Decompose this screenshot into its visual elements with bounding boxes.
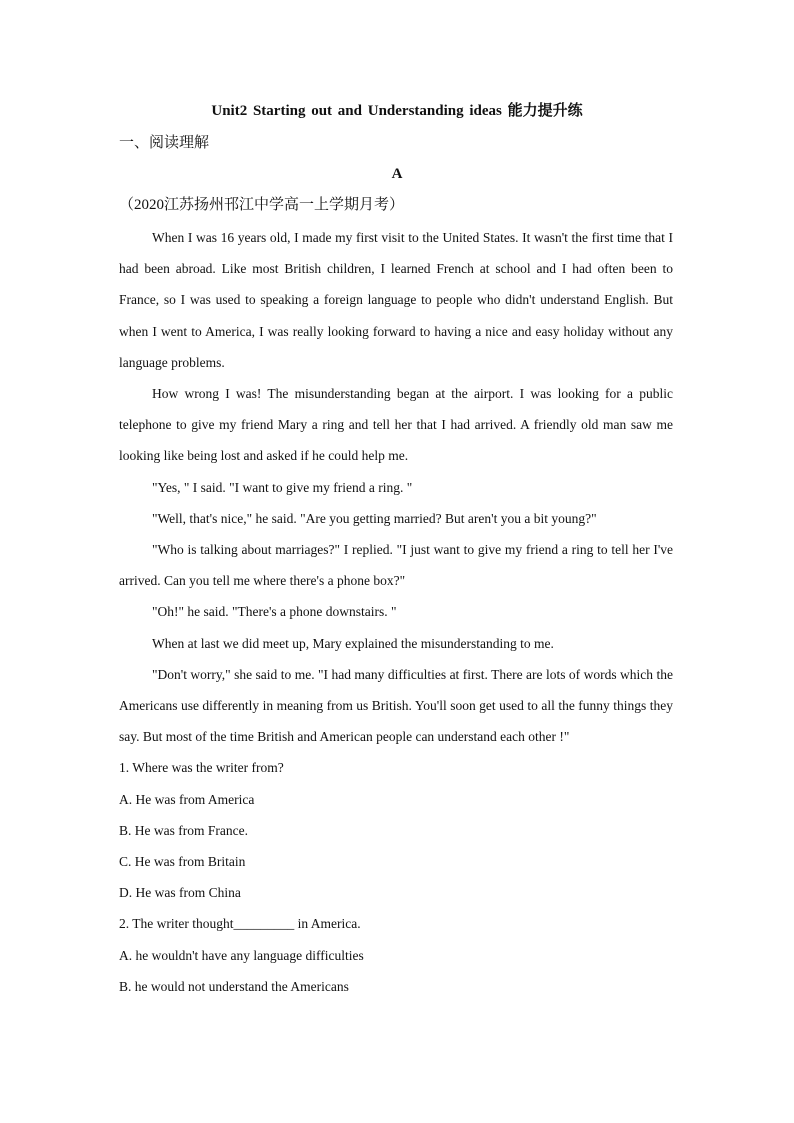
section-heading: 一、阅读理解	[119, 135, 210, 151]
document-title: Unit2 Starting out and Understanding ideas 能力提升练	[211, 103, 583, 119]
answer-option: A. He was from America	[119, 791, 255, 807]
passage-paragraph: "Don't worry," she said to me. "I had many difficulties at first. There are lots of words which the Americans use differently in meaning from us British. You'll soon get used to all the funny things they say. But most of the time British and American people can understand each other !"	[119, 666, 673, 745]
answer-option: B. he would not understand the Americans	[119, 978, 349, 994]
passage-paragraph: "Oh!" he said. "There's a phone downstairs. "	[152, 604, 397, 620]
answer-option: D. He was from China	[119, 885, 241, 901]
answer-option: B. He was from France.	[119, 822, 248, 838]
passage-paragraph: How wrong I was! The misunderstanding began at the airport. I was looking for a public telephone to give my friend Mary a ring and tell her that I had arrived. A friendly old man saw me looking like being lost and asked if he could help me.	[119, 386, 673, 464]
passage-paragraph: "Yes, " I said. "I want to give my friend a ring. "	[152, 479, 413, 495]
passage-paragraph: When I was 16 years old, I made my first visit to the United States. It wasn't the first time that I had been abroad. Like most British children, I learned French at school and I had often been to France, so I was used to speaking a foreign language to people who didn't understand English. But when I went to America, I was really looking forward to having a nice and easy holiday without any language problems.	[119, 230, 673, 370]
part-label: A	[391, 166, 403, 182]
passage-paragraph: "Who is talking about marriages?" I replied. "I just want to give my friend a ring to tell her I've arrived. Can you tell me where there's a phone box?"	[119, 542, 673, 589]
source-note: （2020江苏扬州邗江中学高一上学期月考）	[119, 197, 405, 213]
answer-option: C. He was from Britain	[119, 854, 246, 870]
reading-body	[119, 222, 673, 1002]
question-stem: 1. Where was the writer from?	[119, 760, 284, 776]
passage-paragraph: "Well, that's nice," he said. "Are you getting married? But aren't you a bit young?"	[152, 510, 597, 526]
question-stem: 2. The writer thought_________ in America.	[119, 916, 361, 932]
passage-paragraph: When at last we did meet up, Mary explained the misunderstanding to me.	[152, 635, 554, 651]
question-1	[119, 752, 673, 908]
question-2	[119, 908, 673, 1002]
answer-option: A. he wouldn't have any language difficulties	[119, 947, 364, 963]
passage	[119, 222, 673, 752]
